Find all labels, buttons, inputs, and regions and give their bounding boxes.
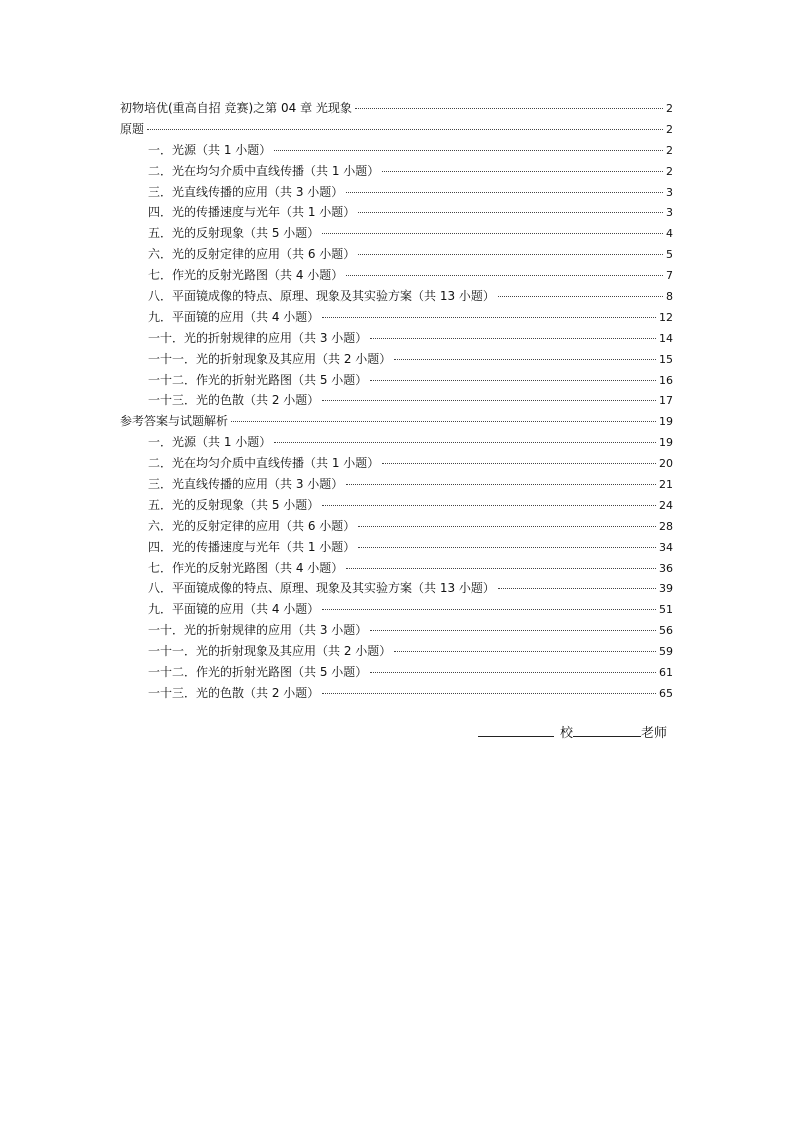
toc-entry-title: 九．平面镜的应用（共 4 小题） [148, 602, 320, 617]
toc-entry-title: 六．光的反射定律的应用（共 6 小题） [148, 247, 356, 262]
toc-entry[interactable] [120, 432, 673, 453]
toc-dot-leader [394, 651, 656, 652]
toc-entry[interactable] [120, 683, 673, 704]
toc-dot-leader [231, 421, 656, 422]
toc-entry-title: 四．光的传播速度与光年（共 1 小题） [148, 205, 356, 220]
teacher-name-blank [573, 722, 641, 737]
toc-entry-page-number: 2 [666, 164, 673, 178]
toc-entry[interactable] [120, 223, 673, 244]
toc-entry-page-number: 21 [659, 478, 673, 492]
toc-entry-title: 一十．光的折射规律的应用（共 3 小题） [148, 623, 368, 638]
toc-entry-title: 一十．光的折射规律的应用（共 3 小题） [148, 330, 368, 345]
toc-entry[interactable] [120, 411, 673, 432]
toc-entry-page-number: 2 [666, 143, 673, 157]
toc-dot-leader [147, 129, 663, 130]
toc-entry-page-number: 19 [659, 436, 673, 450]
toc-entry[interactable] [120, 495, 673, 516]
toc-entry[interactable] [120, 578, 673, 599]
toc-entry-page-number: 15 [659, 352, 673, 366]
toc-entry-page-number: 39 [659, 582, 673, 596]
toc-entry[interactable] [120, 202, 673, 223]
toc-entry-title: 五．光的反射现象（共 5 小题） [148, 226, 320, 241]
toc-entry-page-number: 24 [659, 498, 673, 512]
toc-entry-page-number: 16 [659, 373, 673, 387]
toc-dot-leader [355, 108, 663, 109]
toc-dot-leader [358, 254, 663, 255]
toc-entry[interactable] [120, 244, 673, 265]
toc-entry-title: 一十二．作光的折射光路图（共 5 小题） [148, 372, 368, 387]
toc-dot-leader [358, 526, 656, 527]
toc-entry-title: 一十一．光的折射现象及其应用（共 2 小题） [148, 351, 392, 366]
toc-entry[interactable] [120, 286, 673, 307]
toc-entry-page-number: 3 [666, 206, 673, 220]
toc-entry-page-number: 17 [659, 394, 673, 408]
toc-entry[interactable] [120, 516, 673, 537]
toc-dot-leader [346, 192, 663, 193]
toc-dot-leader [322, 317, 656, 318]
toc-entry-title: 原题 [120, 121, 145, 136]
toc-dot-leader [322, 400, 656, 401]
toc-dot-leader [322, 233, 663, 234]
toc-entry-page-number: 3 [666, 185, 673, 199]
toc-dot-leader [358, 547, 656, 548]
toc-entry[interactable] [120, 161, 673, 182]
toc-entry-title: 一．光源（共 1 小题） [148, 435, 272, 450]
toc-entry-page-number: 19 [659, 415, 673, 429]
toc-dot-leader [498, 588, 656, 589]
toc-dot-leader [382, 171, 663, 172]
toc-entry-title: 一十一．光的折射现象及其应用（共 2 小题） [148, 644, 392, 659]
toc-entry-title: 六．光的反射定律的应用（共 6 小题） [148, 518, 356, 533]
toc-entry-page-number: 8 [666, 290, 673, 304]
toc-entry-page-number: 5 [666, 248, 673, 262]
toc-entry-page-number: 51 [659, 603, 673, 617]
toc-entry-title: 七．作光的反射光路图（共 4 小题） [148, 268, 344, 283]
toc-entry-title: 五．光的反射现象（共 5 小题） [148, 497, 320, 512]
toc-entry[interactable] [120, 662, 673, 683]
toc-entry-title: 一十三．光的色散（共 2 小题） [148, 393, 320, 408]
toc-entry-page-number: 4 [666, 227, 673, 241]
toc-entry-title: 一十二．作光的折射光路图（共 5 小题） [148, 665, 368, 680]
toc-entry-page-number: 61 [659, 666, 673, 680]
toc-entry-page-number: 36 [659, 561, 673, 575]
toc-entry-title: 三．光直线传播的应用（共 3 小题） [148, 184, 344, 199]
toc-dot-leader [370, 380, 656, 381]
toc-dot-leader [322, 609, 656, 610]
toc-entry-page-number: 20 [659, 457, 673, 471]
toc-entry-title: 七．作光的反射光路图（共 4 小题） [148, 560, 344, 575]
toc-dot-leader [382, 463, 656, 464]
toc-entry-page-number: 56 [659, 624, 673, 638]
toc-entry[interactable] [120, 620, 673, 641]
toc-entry-page-number: 14 [659, 331, 673, 345]
toc-entry[interactable] [120, 307, 673, 328]
toc-dot-leader [322, 693, 656, 694]
toc-dot-leader [346, 568, 656, 569]
toc-entry[interactable] [120, 370, 673, 391]
toc-dot-leader [370, 672, 656, 673]
toc-entry-page-number: 2 [666, 102, 673, 115]
toc-entry[interactable] [120, 558, 673, 579]
toc-entry[interactable] [120, 182, 673, 203]
toc-entry-page-number: 2 [666, 122, 673, 136]
toc-entry[interactable] [120, 599, 673, 620]
toc-entry[interactable] [120, 98, 673, 119]
toc-entry-title: 二．光在均匀介质中直线传播（共 1 小题） [148, 163, 380, 178]
toc-entry-title: 参考答案与试题解析 [120, 414, 229, 429]
toc-entry[interactable] [120, 390, 673, 411]
toc-dot-leader [358, 212, 663, 213]
toc-entry-title: 八．平面镜成像的特点、原理、现象及其实验方案（共 13 小题） [148, 289, 495, 304]
school-name-blank [478, 722, 554, 737]
toc-dot-leader [394, 359, 656, 360]
school-label: 校 [560, 726, 574, 741]
toc-dot-leader [370, 630, 656, 631]
toc-entry[interactable] [120, 140, 673, 161]
toc-entry[interactable] [120, 265, 673, 286]
toc-entry-title: 三．光直线传播的应用（共 3 小题） [148, 477, 344, 492]
toc-entry-title: 一十三．光的色散（共 2 小题） [148, 685, 320, 700]
toc-entry[interactable] [120, 537, 673, 558]
toc-dot-leader [274, 150, 663, 151]
toc-entry[interactable] [120, 349, 673, 370]
toc-entry-title: 八．平面镜成像的特点、原理、现象及其实验方案（共 13 小题） [148, 581, 495, 596]
toc-entry-title: 一．光源（共 1 小题） [148, 142, 272, 157]
toc-entry[interactable] [120, 328, 673, 349]
toc-entry-page-number: 65 [659, 686, 673, 700]
toc-entry-page-number: 34 [659, 540, 673, 554]
toc-entry[interactable] [120, 119, 673, 140]
toc-entry-page-number: 28 [659, 519, 673, 533]
toc-dot-leader [498, 296, 663, 297]
toc-dot-leader [322, 505, 656, 506]
table-of-contents [120, 98, 673, 704]
toc-entry-title: 四．光的传播速度与光年（共 1 小题） [148, 539, 356, 554]
toc-entry-page-number: 7 [666, 269, 673, 283]
toc-dot-leader [274, 442, 656, 443]
signature-line [478, 722, 667, 741]
toc-entry[interactable] [120, 641, 673, 662]
toc-entry[interactable] [120, 474, 673, 495]
teacher-label: 老师 [641, 726, 668, 741]
toc-entry-page-number: 12 [659, 310, 673, 324]
toc-dot-leader [370, 338, 656, 339]
toc-entry-page-number: 59 [659, 645, 673, 659]
toc-entry-title: 九．平面镜的应用（共 4 小题） [148, 309, 320, 324]
toc-entry-title: 初物培优(重高自招 竞赛)之第 04 章 光现象 [120, 101, 352, 115]
toc-dot-leader [346, 275, 663, 276]
toc-dot-leader [346, 484, 656, 485]
toc-entry[interactable] [120, 453, 673, 474]
toc-entry-title: 二．光在均匀介质中直线传播（共 1 小题） [148, 456, 380, 471]
